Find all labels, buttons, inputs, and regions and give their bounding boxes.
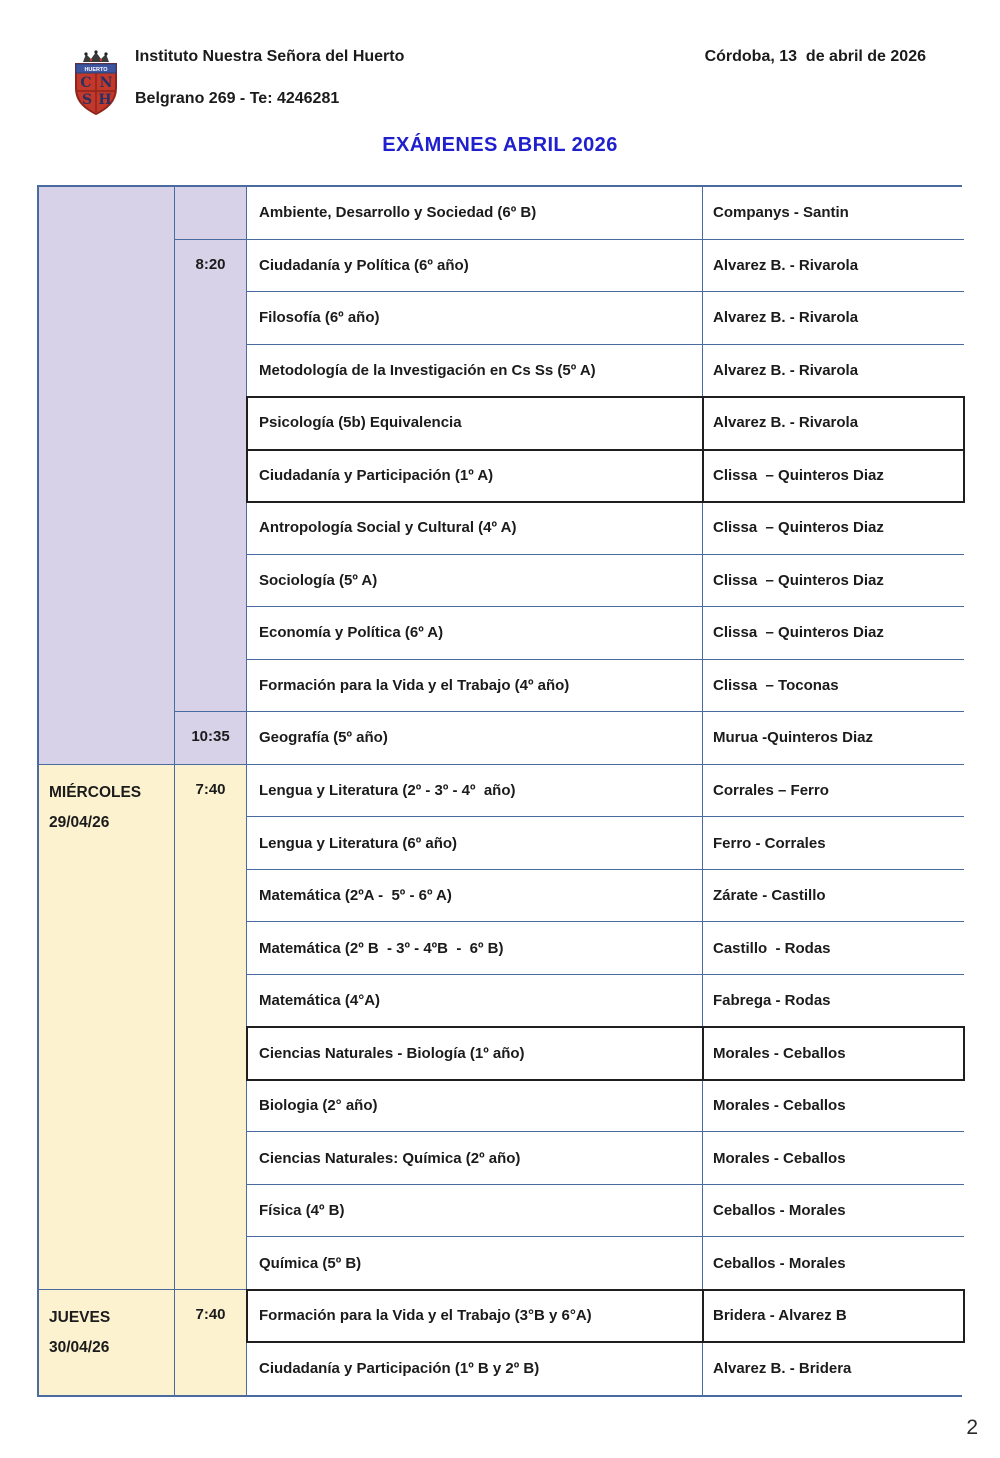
teacher-cell: Ceballos - Morales xyxy=(703,1237,964,1290)
teacher-cell: Clissa – Quinteros Diaz xyxy=(703,450,964,503)
teacher-cell: Alvarez B. - Bridera xyxy=(703,1342,964,1395)
subject-cell: Filosofía (6º año) xyxy=(247,292,703,345)
subject-cell: Ciudadanía y Participación (1º A) xyxy=(247,450,703,503)
day-label-line: 29/04/26 xyxy=(49,813,110,831)
day-label-line: MIÉRCOLES xyxy=(49,783,142,801)
teacher-cell: Clissa – Quinteros Diaz xyxy=(703,555,964,608)
teacher-cell: Bridera - Alvarez B xyxy=(703,1290,964,1343)
subject-cell: Biologia (2° año) xyxy=(247,1080,703,1133)
subject-cell: Física (4º B) xyxy=(247,1185,703,1238)
teacher-cell: Corrales – Ferro xyxy=(703,765,964,818)
day-cell xyxy=(39,765,175,1290)
day-cell xyxy=(39,187,175,765)
teacher-cell: Clissa – Toconas xyxy=(703,660,964,713)
teacher-cell: Fabrega - Rodas xyxy=(703,975,964,1028)
teacher-cell: Companys - Santin xyxy=(703,187,964,240)
subject-cell: Antropología Social y Cultural (4º A) xyxy=(247,502,703,555)
time-cell: 8:20 xyxy=(175,240,247,713)
teacher-cell: Morales - Ceballos xyxy=(703,1080,964,1133)
subject-cell: Formación para la Vida y el Trabajo (3°B y 6°A) xyxy=(247,1290,703,1343)
teacher-cell: Ceballos - Morales xyxy=(703,1185,964,1238)
subject-cell: Metodología de la Investigación en Cs Ss (5º A) xyxy=(247,345,703,398)
day-label-line: JUEVES xyxy=(49,1308,111,1326)
svg-text:C: C xyxy=(80,75,92,91)
time-cell: 7:40 xyxy=(175,1290,247,1395)
school-crest-logo xyxy=(73,50,119,116)
page-number: 2 xyxy=(966,1416,978,1439)
subject-cell: Geografía (5º año) xyxy=(247,712,703,765)
subject-cell: Sociología (5º A) xyxy=(247,555,703,608)
teacher-cell: Alvarez B. - Rivarola xyxy=(703,345,964,398)
teacher-cell: Murua -Quinteros Diaz xyxy=(703,712,964,765)
subject-cell: Lengua y Literatura (6º año) xyxy=(247,817,703,870)
document-date: Córdoba, 13 de abril de 2026 xyxy=(704,48,926,65)
subject-cell: Ciencias Naturales - Biología (1º año) xyxy=(247,1027,703,1080)
subject-cell: Matemática (2ºA - 5º - 6º A) xyxy=(247,870,703,923)
teacher-cell: Morales - Ceballos xyxy=(703,1132,964,1185)
subject-cell: Lengua y Literatura (2º - 3º - 4º año) xyxy=(247,765,703,818)
page-title: EXÁMENES ABRIL 2026 xyxy=(382,134,618,156)
subject-cell: Química (5º B) xyxy=(247,1237,703,1290)
svg-text:H: H xyxy=(98,92,112,108)
svg-text:S: S xyxy=(81,92,93,108)
subject-cell: Matemática (4°A) xyxy=(247,975,703,1028)
teacher-cell: Ferro - Corrales xyxy=(703,817,964,870)
time-cell: 10:35 xyxy=(175,712,247,765)
time-cell: 7:40 xyxy=(175,765,247,1290)
teacher-cell: Morales - Ceballos xyxy=(703,1027,964,1080)
institute-name: Instituto Nuestra Señora del Huerto xyxy=(135,48,405,65)
teacher-cell: Zárate - Castillo xyxy=(703,870,964,923)
teacher-cell: Alvarez B. - Rivarola xyxy=(703,292,964,345)
crown-icon xyxy=(83,50,109,62)
subject-cell: Matemática (2º B - 3º - 4ºB - 6º B) xyxy=(247,922,703,975)
institute-address: Belgrano 269 - Te: 4246281 xyxy=(135,90,340,107)
teacher-cell: Alvarez B. - Rivarola xyxy=(703,240,964,293)
teacher-cell: Clissa – Quinteros Diaz xyxy=(703,607,964,660)
teacher-cell: Castillo - Rodas xyxy=(703,922,964,975)
subject-cell: Ciudadanía y Participación (1º B y 2º B) xyxy=(247,1342,703,1395)
subject-cell: Economía y Política (6º A) xyxy=(247,607,703,660)
svg-text:N: N xyxy=(99,75,113,91)
subject-cell: Ciencias Naturales: Química (2º año) xyxy=(247,1132,703,1185)
exam-schedule-table xyxy=(37,185,962,1397)
subject-cell: Ambiente, Desarrollo y Sociedad (6º B) xyxy=(247,187,703,240)
day-label-line: 30/04/26 xyxy=(49,1338,110,1356)
subject-cell: Formación para la Vida y el Trabajo (4º año) xyxy=(247,660,703,713)
subject-cell: Ciudadanía y Política (6º año) xyxy=(247,240,703,293)
subject-cell: Psicología (5b) Equivalencia xyxy=(247,397,703,450)
time-cell xyxy=(175,187,247,240)
teacher-cell: Alvarez B. - Rivarola xyxy=(703,397,964,450)
teacher-cell: Clissa – Quinteros Diaz xyxy=(703,502,964,555)
crest-band-text: HUERTO xyxy=(84,67,108,73)
day-cell xyxy=(39,1290,175,1395)
